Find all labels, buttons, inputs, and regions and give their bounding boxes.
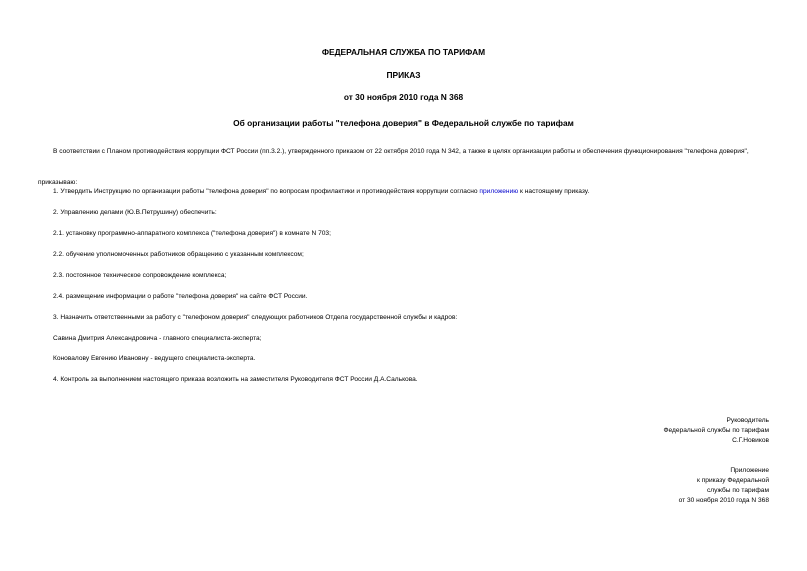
appendix-link[interactable]: приложению [479, 188, 519, 195]
appendix-line-1: Приложение [730, 467, 769, 474]
doc-title: Об организации работы "телефона доверия" в Федеральной службе по тарифам [233, 118, 574, 128]
prikazyvayu-line: приказываю: [38, 179, 78, 186]
signature-line-3: С.Г.Новиков [732, 437, 769, 444]
appendix-block [469, 466, 769, 506]
item-1 [53, 187, 589, 197]
signature-block [469, 416, 769, 446]
item-1-text-before: 1. Утвердить Инструкцию по организации работы "телефона доверия" по вопросам профилактики и противодействия коррупции согласно [53, 188, 480, 195]
signature-line-1: Руководитель [726, 417, 769, 424]
item-2-2: 2.2. обучение уполномоченных работников обращению с указанным комплексом; [53, 251, 304, 258]
item-3-person-a: Савина Дмитрия Александровича - главного специалиста-эксперта; [53, 335, 262, 342]
item-2-1: 2.1. установку программно-аппаратного комплекса ("телефона доверия") в комнате N 703; [53, 230, 331, 237]
intro-paragraph: В соответствии с Планом противодействия коррупции ФСТ России (пп.3.2.), утвержденного приказом от 22 октября 2010 года N 342, а также в целях организации работы и обеспечения функционирования "телефона доверия", [53, 148, 749, 155]
item-3: 3. Назначить ответственными за работу с "телефоном доверия" следующих работников Отдела государственной службы и кадров: [53, 314, 458, 321]
agency-title: ФЕДЕРАЛЬНАЯ СЛУЖБА ПО ТАРИФАМ [321, 47, 486, 57]
appendix-line-3: службы по тарифам [706, 487, 769, 494]
item-2: 2. Управлению делами (Ю.В.Петрушину) обеспечить: [53, 209, 217, 216]
item-2-4: 2.4. размещение информации о работе "телефона доверия" на сайте ФСТ России. [53, 293, 308, 300]
signature-line-2: Федеральной службы по тарифам [663, 427, 769, 434]
appendix-line-2: к приказу Федеральной [697, 477, 769, 484]
doc-type: ПРИКАЗ [386, 70, 421, 80]
item-4: 4. Контроль за выполнением настоящего приказа возложить на заместителя Руководителя ФСТ России Д.А.Салькова. [53, 376, 418, 383]
item-1-text-after: к настоящему приказу. [518, 188, 590, 195]
appendix-line-4: от 30 ноября 2010 года N 368 [678, 497, 769, 504]
item-2-3: 2.3. постоянное техническое сопровождение комплекса; [53, 272, 227, 279]
doc-date-number: от 30 ноября 2010 года N 368 [343, 92, 464, 102]
item-3-person-b: Коновалову Евгению Ивановну - ведущего специалиста-эксперта. [53, 355, 256, 362]
